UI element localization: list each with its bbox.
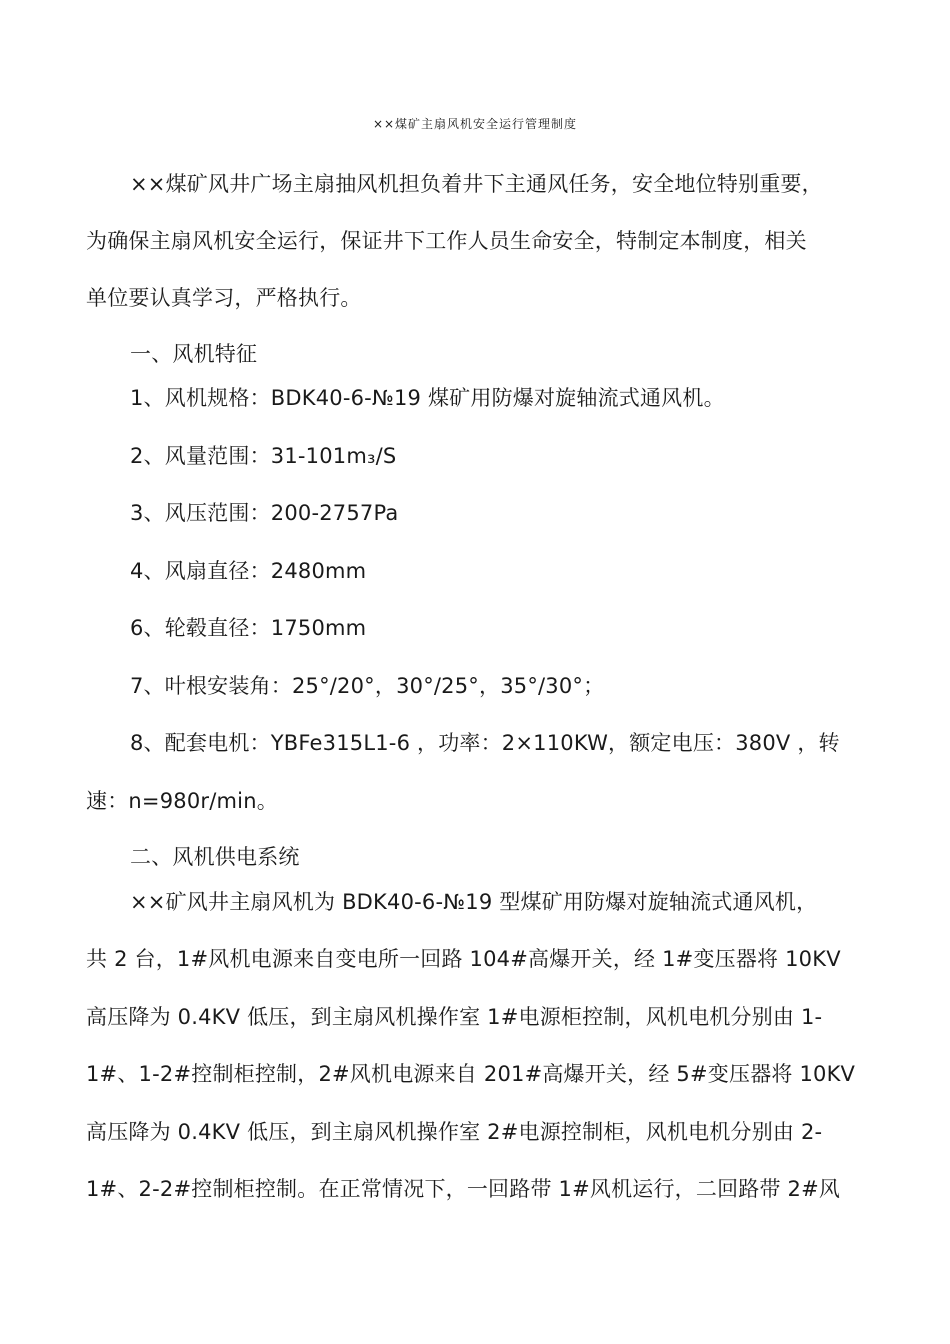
paragraph-line: 1#、1-2#控制柜控制，2#风机电源来自 201#高爆开关，经 5#变压器将 10KV [86,1062,856,1086]
paragraph-line: 高压降为 0.4KV 低压，到主扇风机操作室 1#电源柜控制，风机电机分别由 1- [86,1005,823,1029]
list-item: 7、叶根安装角：25°/20°，30°/25°，35°/30°； [130,674,605,698]
paragraph-line: ××煤矿风井广场主扇抽风机担负着井下主通风任务，安全地位特别重要， [130,172,823,196]
list-item: 1、风机规格：BDK40-6-№19 煤矿用防爆对旋轴流式通风机。 [130,386,725,410]
list-item: 2、风量范围：31-101m₃/S [130,444,397,468]
paragraph-line: 速：n=980r/min。 [86,789,278,813]
paragraph-line: 单位要认真学习，严格执行。 [86,286,362,310]
paragraph-line: ××矿风井主扇风机为 BDK40-6-№19 型煤矿用防爆对旋轴流式通风机， [130,890,818,914]
paragraph-line: 1#、2-2#控制柜控制。在正常情况下，一回路带 1#风机运行，二回路带 2#风 [86,1177,841,1201]
list-item: 6、轮毂直径：1750mm [130,616,367,640]
list-item: 8、配套电机：YBFe315L1-6 ，功率：2×110KW，额定电压：380V ，转 [130,731,840,755]
paragraph-line: 为确保主扇风机安全运行，保证井下工作人员生命安全，特制定本制度，相关 [86,229,807,253]
paragraph-line: 高压降为 0.4KV 低压，到主扇风机操作室 2#电源控制柜，风机电机分别由 2- [86,1120,823,1144]
section-heading: 一、风机特征 [130,342,258,366]
list-item: 4、风扇直径：2480mm [130,559,367,583]
section-heading: 二、风机供电系统 [130,845,300,869]
list-item: 3、风压范围：200-2757Pa [130,501,399,525]
document-title: ××煤矿主扇风机安全运行管理制度 [372,117,578,131]
paragraph-line: 共 2 台，1#风机电源来自变电所一回路 104#高爆开关，经 1#变压器将 10KV [86,947,841,971]
